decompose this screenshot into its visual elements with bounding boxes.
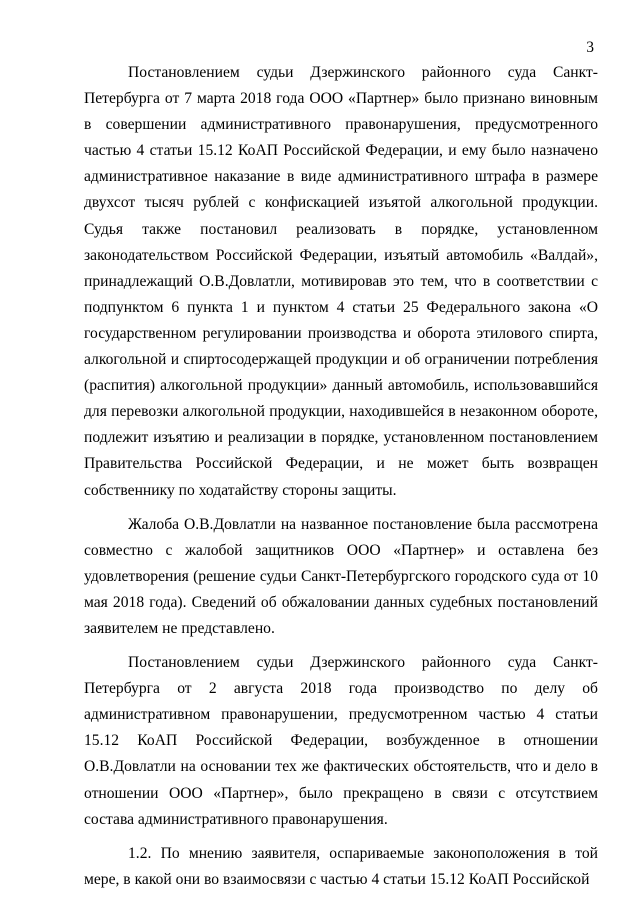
paragraph-appeal: Жалоба О.В.Довлатли на названное постановление была рассмотрена совместно с жалобой защитников ООО «Партнер» и оставлена без удовлетворения (решение судьи Санкт-Петербургского городского суда от 10 мая 2018 года). Сведений об обжаловании данных судебных постановлений заявителем не представлено. <box>84 515 598 637</box>
paragraph-ruling-august-2: Постановлением судьи Дзержинского районного суда Санкт-Петербурга от 2 августа 2018 года производство по делу об административном правонарушении, предусмотренном частью 4 статьи 15.12 КоАП Российской Федерации, возбужденное в отношении О.В.Довлатли на основании тех же фактических обстоятельств, что и дело в отношении ООО «Партнер», было прекращено в связи с отсутствием состава административного правонарушения. <box>84 654 598 828</box>
paragraph-applicant-opinion: 1.2. По мнению заявителя, оспариваемые законоположения в той мере, в какой они во взаимосвязи с частью 4 статьи 15.12 КоАП Российской <box>84 844 598 888</box>
paragraph-ruling-march-7: Постановлением судьи Дзержинского районного суда Санкт-Петербурга от 7 марта 2018 года ООО «Партнер» было признано виновным в совершении административного правонарушения, предусмотренного частью 4 статьи 15.12 КоАП Российской Федерации, и ему было назначено административное наказание в виде административного штрафа в размере двухсот тысяч рублей с конфискацией изъятой алкогольной продукции. Судья также постановил реализовать в порядке, установленном законодательством Российской Федерации, изъятый автомобиль «Валдай», принадлежащий О.В.Довлатли, мотивировав это тем, что в соответствии с подпунктом 6 пункта 1 и пунктом 4 статьи 25 Федерального закона «О государственном регулировании производства и оборота этилового спирта, алкогольной и спиртосодержащей продукции и об ограничении потребления (распития) алкогольной продукции» данный автомобиль, использовавшийся для перевозки алкогольной продукции, находившейся в незаконном обороте, подлежит изъятию и реализации в порядке, установленном постановлением Правительства Российской Федерации, и не может быть возвращен собственнику по ходатайству стороны защиты. <box>84 64 598 499</box>
document-body <box>84 60 598 893</box>
page-number: 3 <box>586 39 594 56</box>
